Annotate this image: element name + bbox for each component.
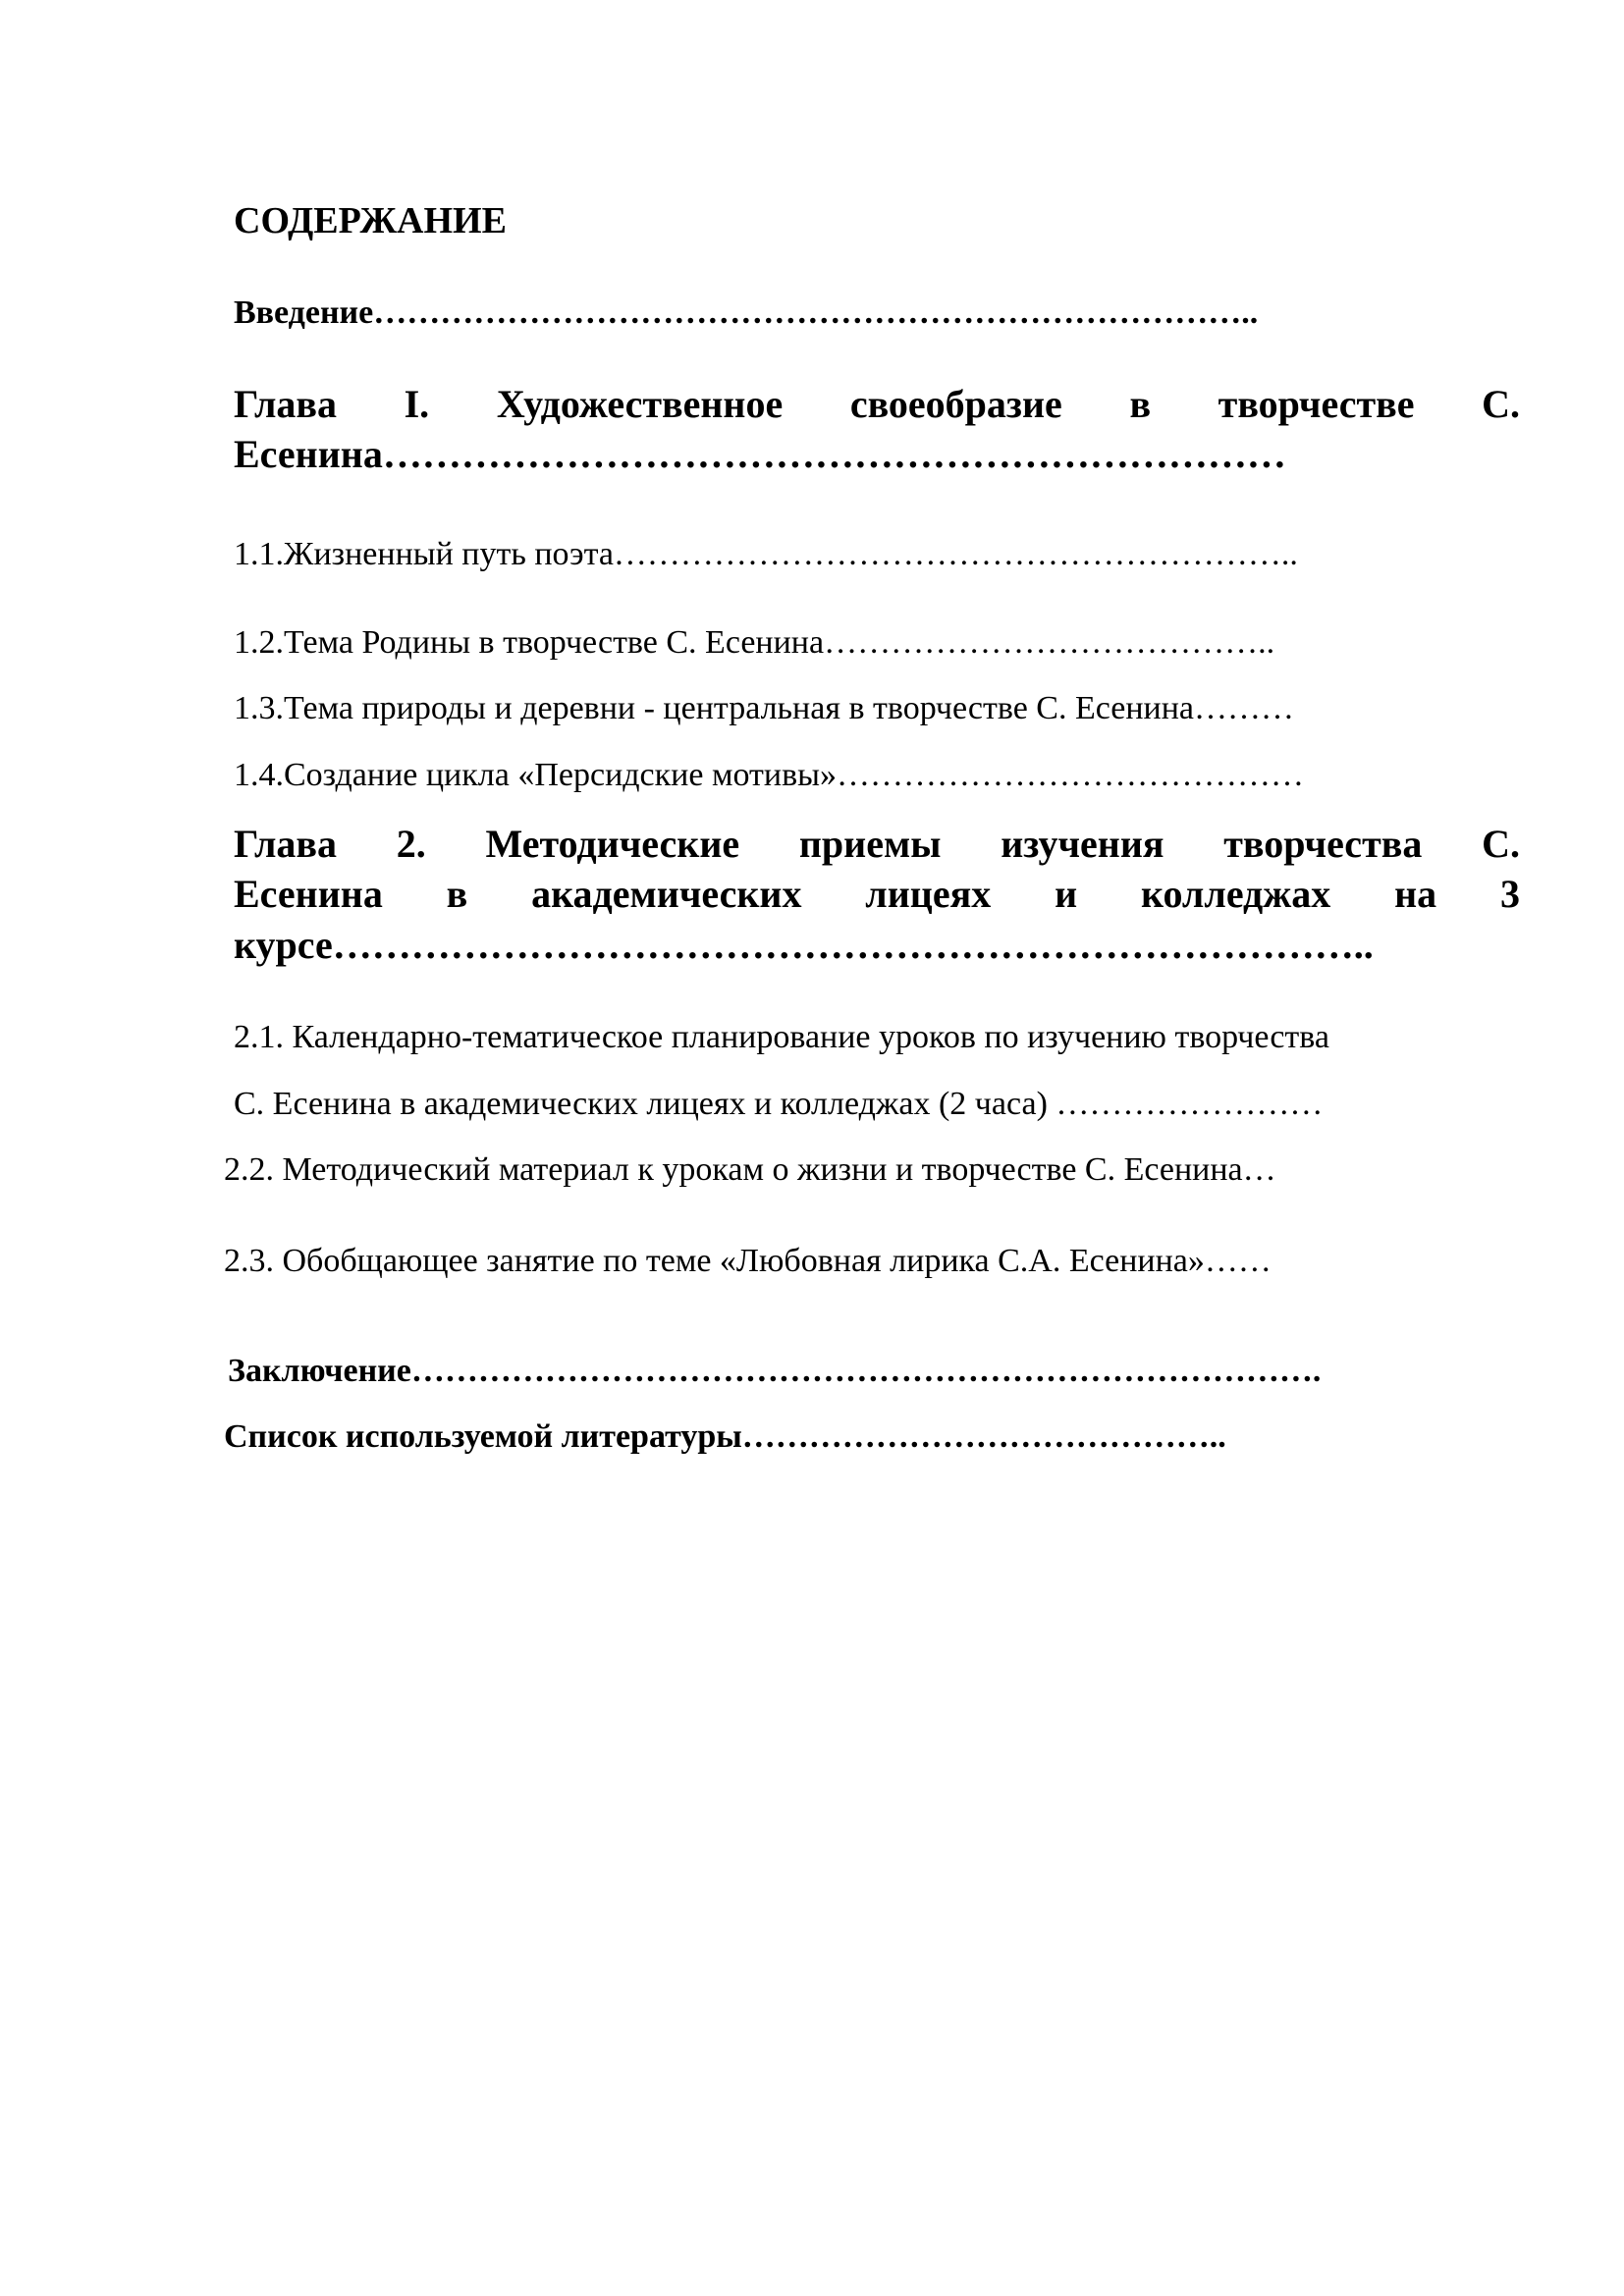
toc-word: колледжах [1140, 872, 1331, 916]
toc-word: Глава [234, 382, 337, 426]
toc-word: в [1129, 382, 1152, 426]
toc-chapter-2-line2 [234, 872, 1520, 916]
toc-entry-1-3: 1.3.Тема природы и деревни - центральная в творчестве С. Есенина……… [234, 690, 1295, 726]
toc-chapter-2-line1 [234, 822, 1520, 866]
page-title: СОДЕРЖАНИЕ [234, 200, 507, 241]
toc-chapter-2-line3: курсе…………………………………………………………………….. [234, 923, 1374, 967]
toc-word: 3 [1499, 872, 1520, 916]
toc-word: в [446, 872, 468, 916]
toc-word: лицеях [865, 872, 992, 916]
toc-word: на [1394, 872, 1437, 916]
toc-entry-bibliography: Список используемой литературы…………………………………….. [224, 1418, 1226, 1455]
toc-word: и [1055, 872, 1078, 916]
toc-entry-2-1-line2: С. Есенина в академических лицеях и колледжах (2 часа) …………………… [234, 1086, 1324, 1122]
toc-word: С. [1482, 382, 1520, 426]
toc-word: С. [1482, 822, 1520, 866]
toc-entry-2-2: 2.2. Методический материал к урокам о жизни и творчестве С. Есенина… [224, 1151, 1276, 1188]
toc-entry-2-1-line1: 2.1. Календарно-тематическое планирование уроков по изучению творчества [234, 1019, 1329, 1055]
toc-word: 2. [396, 822, 426, 866]
toc-chapter-1-line1 [234, 382, 1520, 426]
toc-word: Есенина [234, 872, 383, 916]
toc-word: Художественное [496, 382, 784, 426]
toc-word: изучения [1001, 822, 1164, 866]
toc-entry-1-2: 1.2.Тема Родины в творчестве С. Есенина………………………………….. [234, 624, 1275, 661]
toc-entry-2-3: 2.3. Обобщающее занятие по теме «Любовная лирика С.А. Есенина»…… [224, 1243, 1272, 1279]
toc-word: академических [531, 872, 802, 916]
toc-word: I. [404, 382, 430, 426]
toc-entry-introduction: Введение…………………………………………………………………….. [234, 294, 1259, 331]
toc-word: Глава [234, 822, 337, 866]
toc-word: своеобразие [849, 382, 1062, 426]
toc-entry-1-1: 1.1.Жизненный путь поэта…………………………………………………….. [234, 536, 1298, 572]
toc-chapter-1-line2: Есенина…………………………………………………………… [234, 432, 1286, 476]
toc-word: Методические [485, 822, 740, 866]
toc-entry-1-4: 1.4.Создание цикла «Персидские мотивы»…………………………………… [234, 757, 1304, 793]
toc-entry-conclusion: Заключение………………………………………………………………………. [228, 1353, 1322, 1389]
toc-word: творчестве [1218, 382, 1415, 426]
toc-word: творчества [1223, 822, 1423, 866]
toc-word: приемы [798, 822, 942, 866]
